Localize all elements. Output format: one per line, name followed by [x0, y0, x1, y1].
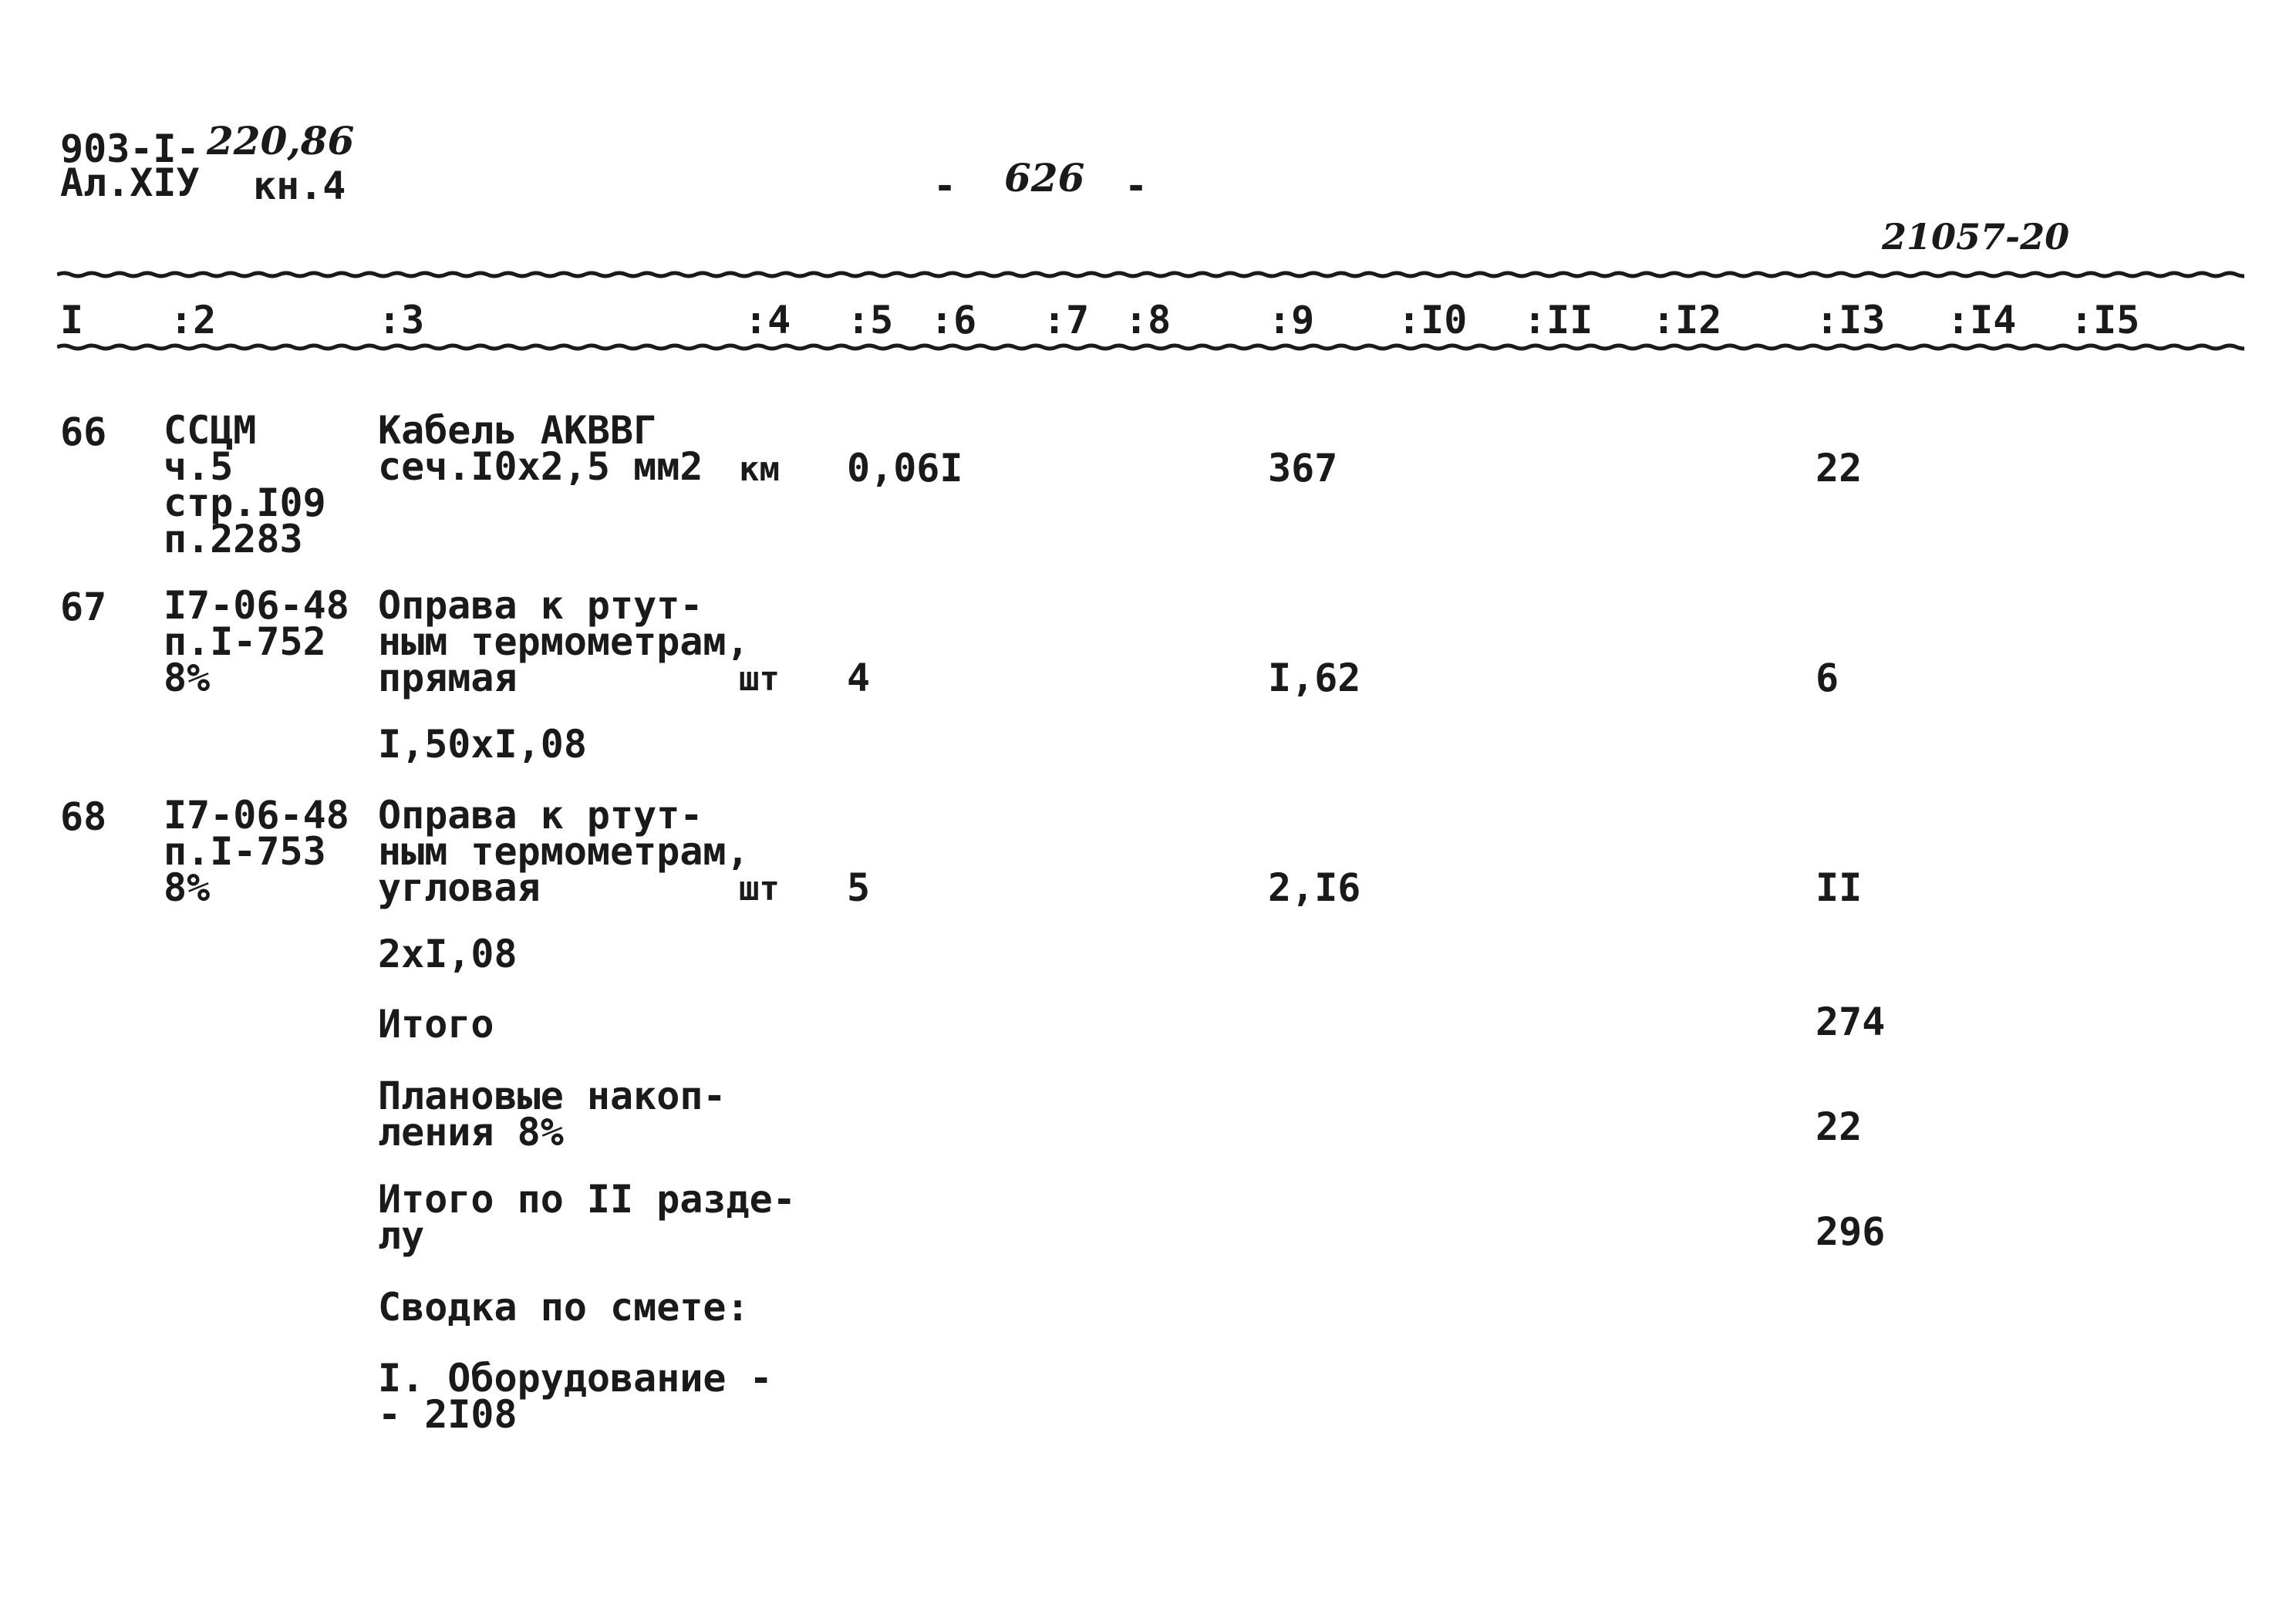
top-wavy-rule: [57, 265, 2244, 284]
row-calculation: I,50хI,08: [378, 722, 587, 767]
column-header: :5: [847, 298, 894, 342]
row-price: 2,I6: [1268, 865, 1361, 910]
row-code: ССЦМ ч.5 стр.I09 п.2283: [164, 408, 326, 561]
section-total-value: 296: [1816, 1209, 1886, 1254]
book-label: кн.4: [253, 164, 346, 208]
accumulation-value: 22: [1816, 1104, 1863, 1149]
itogo-label: Итого: [378, 1002, 494, 1047]
row-unit: км: [739, 450, 780, 489]
column-header: :3: [378, 298, 425, 342]
row-unit: шт: [739, 659, 780, 699]
row-name: Кабель АКВВГ сеч.I0х2,5 мм2: [378, 408, 703, 489]
accumulation-label: Плановые накоп- ления 8%: [378, 1074, 727, 1155]
row-quantity: 5: [847, 865, 871, 910]
itogo-value: 274: [1816, 1000, 1886, 1044]
document-code-handwritten: 220,86: [207, 118, 355, 164]
column-header: :II: [1523, 298, 1593, 342]
column-header: :2: [170, 298, 217, 342]
album-label: Ал.XIУ: [60, 160, 200, 205]
document-code-prefix: 903-I-: [60, 126, 200, 171]
column-header: :4: [744, 298, 791, 342]
column-header: :I4: [1947, 298, 2017, 342]
row-code: I7-06-48 п.I-753 8%: [164, 793, 349, 910]
column-header: :I0: [1397, 298, 1468, 342]
row-price: I,62: [1268, 656, 1361, 700]
archive-number: 21057-20: [1882, 216, 2070, 258]
row-code: I7-06-48 п.I-752 8%: [164, 583, 349, 700]
header-wavy-rule: [57, 338, 2244, 356]
page-dash-right: -: [1124, 164, 1148, 208]
equipment-line: I. Оборудование - - 2I08: [378, 1356, 773, 1437]
row-name: Оправа к ртут- ным термометрам, прямая: [378, 583, 750, 700]
page-dash-left: -: [933, 164, 957, 208]
column-header: :I5: [2070, 298, 2140, 342]
column-header: :7: [1043, 298, 1090, 342]
column-header: I: [60, 298, 84, 342]
row-calculation: 2хI,08: [378, 932, 518, 976]
estimate-summary-heading: Сводка по смете:: [378, 1285, 750, 1330]
column-header: :9: [1268, 298, 1315, 342]
row-price: 367: [1268, 446, 1338, 491]
row-total: 22: [1816, 446, 1863, 491]
row-number: 68: [60, 794, 107, 839]
row-number: 66: [60, 410, 107, 454]
row-name: Оправа к ртут- ным термометрам, угловая: [378, 793, 750, 910]
row-number: 67: [60, 585, 107, 629]
row-total: 6: [1816, 656, 1839, 700]
column-header: :6: [930, 298, 977, 342]
column-header: :I2: [1652, 298, 1722, 342]
row-quantity: 0,06I: [847, 446, 963, 491]
row-unit: шт: [739, 869, 780, 909]
row-quantity: 4: [847, 656, 871, 700]
section-total-label: Итого по II разде- лу: [378, 1177, 796, 1258]
column-header: :8: [1124, 298, 1172, 342]
row-total: II: [1816, 865, 1863, 910]
column-header: :I3: [1816, 298, 1886, 342]
page-number: 626: [1004, 155, 1085, 201]
